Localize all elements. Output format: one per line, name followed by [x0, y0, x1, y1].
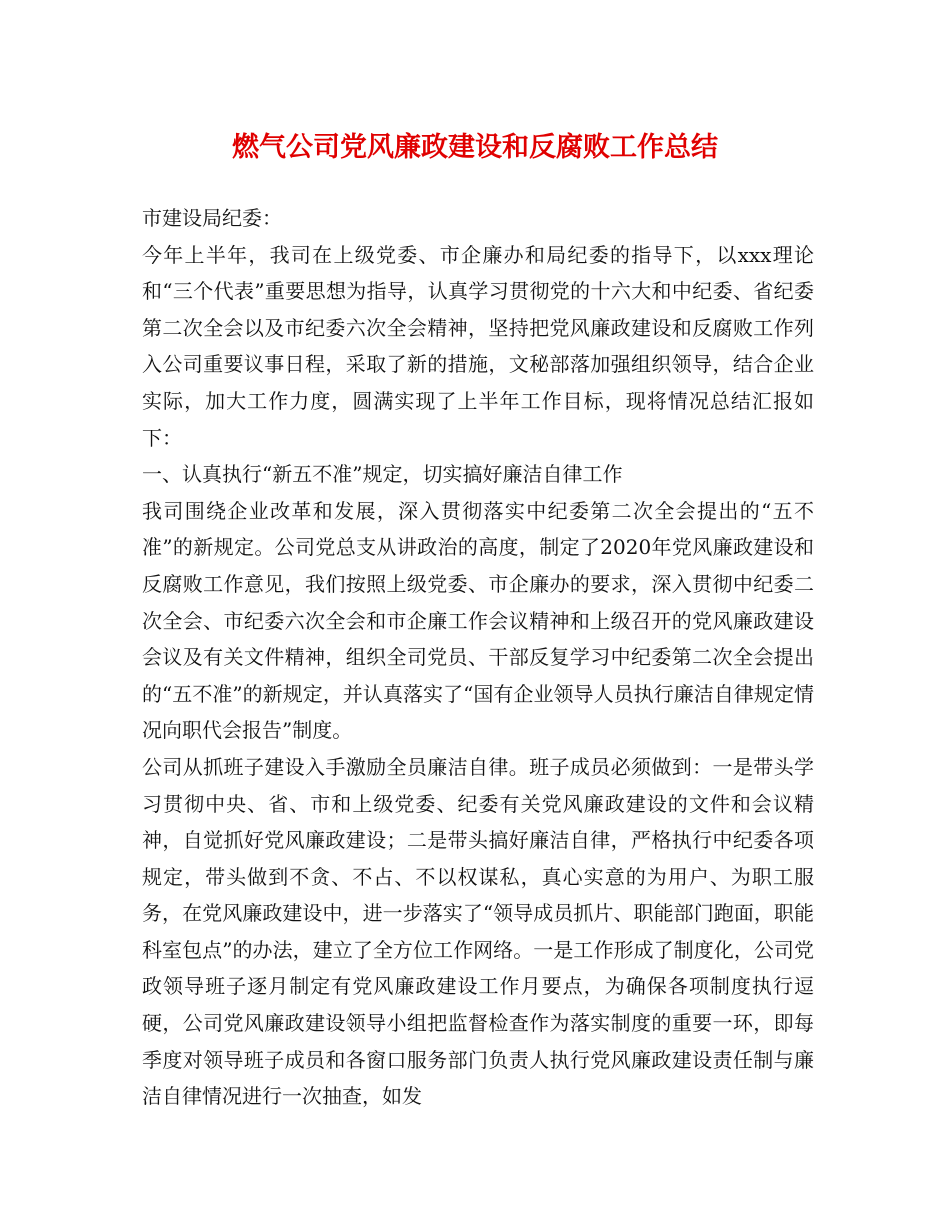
section-heading: 一、认真执行“新五不准”规定，切实搞好廉洁自律工作	[142, 462, 623, 487]
paragraph-leadership: 公司从抓班子建设入手激励全员廉洁自律。班子成员必须做到：一是带头学习贯彻中央、省、市和上级党委、纪委有关党风廉政建设的文件和会议精神，自觉抓好党风廉政建设；二是带头搞好廉洁自律，严格执行中纪委各项规定，带头做到不贪、不占、不以权谋私，真心实意的为用户、为职工服务，在党风廉政建设中，进一步落实了“领导成员抓片、职能部门跑面，职能科室包点”的办法，建立了全方位工作网络。一是工作形成了制度化，公司党政领导班子逐月制定有党风廉政建设工作月要点，为确保各项制度执行逗硬，公司党风廉政建设领导小组把监督检查作为落实制度的重要一环，即每季度对领导班子成员和各窗口服务部门负责人执行党风廉政建设责任制与廉洁自律情况进行一次抽查，如发	[142, 754, 814, 1109]
salutation: 市建设局纪委：	[142, 206, 282, 230]
paragraph-intro: 今年上半年，我司在上级党委、市企廉办和局纪委的指导下，以xxx理论和“三个代表”重要思想为指导，认真学习贯彻党的十六大和中纪委、省纪委第二次全会以及市纪委六次全会精神，坚持把党风廉政建设和反腐败工作列入公司重要议事日程，采取了新的措施，文秘部落加强组织领导，结合企业实际，加大工作力度，圆满实现了上半年工作目标，现将情况总结汇报如下：	[142, 242, 814, 450]
document-body	[142, 200, 814, 1115]
document-title: 燃气公司党风廉政建设和反腐败工作总结	[232, 132, 718, 163]
paragraph-five-prohibitions: 我司围绕企业改革和发展，深入贯彻落实中纪委第二次全会提出的“五不准”的新规定。公司党总支从讲政治的高度，制定了2020年党风廉政建设和反腐败工作意见，我们按照上级党委、市企廉办的要求，深入贯彻中纪委二次全会、市纪委六次全会和市企廉工作会议精神和上级召开的党风廉政建设会议及有关文件精神，组织全司党员、干部反复学习中纪委第二次全会提出的“五不准”的新规定，并认真落实了“国有企业领导人员执行廉洁自律规定情况向职代会报告”制度。	[142, 498, 814, 743]
